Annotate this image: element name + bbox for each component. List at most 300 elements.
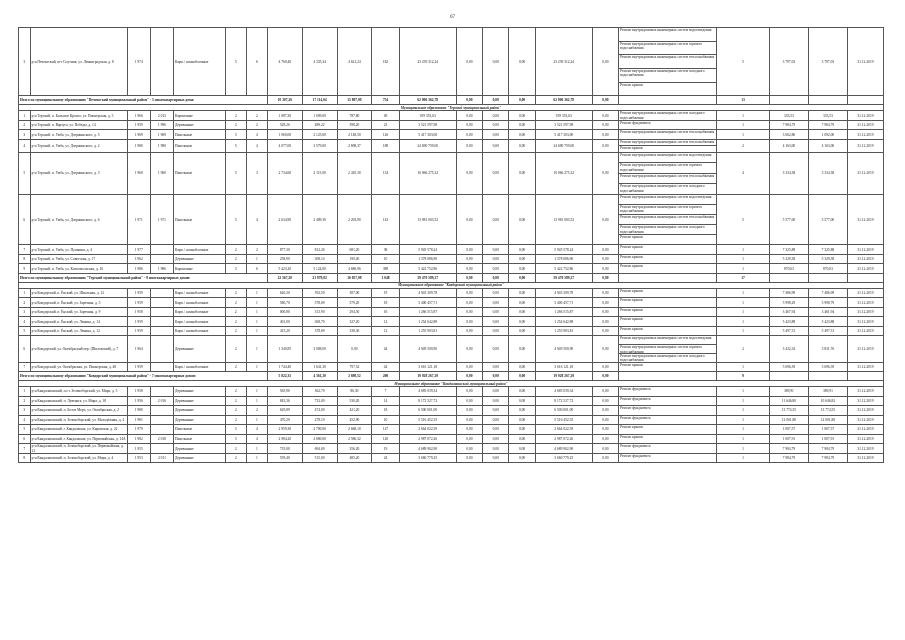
year-overhaul-cell: 2 013 (150, 111, 173, 121)
year-built-cell: 1 959 (127, 362, 150, 372)
premises-area-cell: 592,50 (302, 288, 337, 298)
completion-date-cell: 31.12.2019 (847, 111, 883, 121)
row-number: 8 (19, 453, 31, 463)
floors-cell: 2 (225, 336, 246, 362)
wall-material-cell: Панельные (174, 194, 226, 244)
fund-other-cell: 0,00 (592, 139, 618, 152)
residential-area-cell: 485,20 (337, 453, 372, 463)
wall-material-cell: Панельные (174, 139, 226, 152)
fund-federal-cell: 0,00 (456, 307, 482, 317)
works-cell (619, 194, 717, 244)
wall-material-cell: Деревянные (174, 406, 226, 416)
table-row (19, 245, 884, 255)
row-number: 3 (19, 130, 31, 140)
entrances-cell: 1 (246, 415, 267, 425)
max-unit-cost-cell: 1 092,00 (808, 130, 847, 140)
completion-date-cell: 31.12.2019 (847, 298, 883, 308)
entrances-cell: 1 (246, 362, 267, 372)
unit-cost-cell: 1 007,57 (769, 425, 808, 435)
fund-other-cell: 0,00 (592, 396, 618, 406)
floors-cell: 2 (225, 362, 246, 372)
unit-cost-cell: 3 062,86 (769, 130, 808, 140)
max-unit-cost-cell: 5 696,39 (808, 362, 847, 372)
year-built-cell: 1 986 (127, 264, 150, 274)
row-number: 4 (19, 317, 31, 327)
residential-area-cell: 421,20 (337, 406, 372, 416)
max-unit-cost-cell: 3 334,38 (808, 152, 847, 194)
completion-date-cell: 31.12.2019 (847, 120, 883, 130)
residents-cell: 18 (372, 298, 399, 308)
year-overhaul-cell (150, 415, 173, 425)
fund-federal-cell: 0,00 (456, 152, 482, 194)
max-unit-cost-cell: 10 646,82 (808, 396, 847, 406)
works-cell (619, 362, 717, 372)
completion-date-cell: 31.12.2019 (847, 444, 883, 454)
wall-material-cell: Деревянные (174, 415, 226, 425)
entrances-cell: 1 (246, 307, 267, 317)
works-cell (619, 288, 717, 298)
residents-cell: 16 (372, 307, 399, 317)
entrances-cell: 1 (246, 453, 267, 463)
work-item: Ремонт внутридомовых инженерных систем холодного водоснабжения (620, 111, 705, 120)
floors-cell: 5 (225, 130, 246, 140)
residential-area-cell: 2 668,10 (337, 425, 372, 435)
fund-local-cell: 0,00 (509, 96, 535, 105)
work-item: Ремонт внутридомовых инженерных систем водоотведения (619, 28, 716, 42)
address-cell: р-н Терский, п. Умба, ул. Советская, д. 17 (30, 254, 127, 264)
unit-cost-cell: 333,53 (769, 111, 808, 121)
fund-other-cell: 0,00 (592, 152, 618, 194)
total-area-cell: 2 959,30 (267, 425, 302, 435)
residents-cell: 120 (372, 434, 399, 444)
works-cell (619, 96, 717, 105)
residents-cell: 42 (372, 362, 399, 372)
row-number: 6 (19, 434, 31, 444)
address-cell: р-н Кандалакшский, п. Белое Море, ул. Октябрьская, д. 2 (30, 406, 127, 416)
fund-other-cell: 0,00 (592, 317, 618, 327)
year-overhaul-cell (150, 288, 173, 298)
fund-owners-cell: 4 943 309,78 (535, 288, 592, 298)
fund-local-cell: 0,00 (509, 273, 535, 282)
total-cost-cell: 3 400 457,71 (399, 298, 456, 308)
unit-cost-cell: 1 007,91 (769, 434, 808, 444)
fund-local-cell: 0,00 (509, 425, 535, 435)
residents-cell: 24 (372, 453, 399, 463)
total-cost-cell: 5 422 752,86 (399, 264, 456, 274)
residential-area-cell: 2 586,32 (337, 434, 372, 444)
premises-area-cell: 4 335,34 (302, 28, 337, 96)
works-count-cell: 1 (717, 415, 770, 425)
page-number: 67 (450, 15, 455, 20)
fund-regional-cell: 0,00 (483, 254, 509, 264)
total-area-cell: 629,89 (267, 406, 302, 416)
year-overhaul-cell (150, 406, 173, 416)
works-count-cell: 1 (717, 362, 770, 372)
fund-other-cell: 0,00 (592, 406, 618, 416)
wall-material-cell: Деревянные (174, 444, 226, 454)
works-count-cell: 1 (717, 298, 770, 308)
fund-federal-cell: 0,00 (456, 273, 482, 282)
fund-federal-cell: 0,00 (456, 362, 482, 372)
residential-area-cell: 16 057,08 (337, 273, 372, 282)
floors-cell: 5 (225, 139, 246, 152)
works-count-cell: 1 (717, 254, 770, 264)
fund-regional-cell: 0,00 (483, 362, 509, 372)
address-cell: р-н Терский, п. Умба, ул. Дзержинского, д. 2 (30, 139, 127, 152)
premises-area-cell: 812,26 (302, 245, 337, 255)
residents-cell: 38 (372, 245, 399, 255)
wall-material-cell: Деревянные (174, 387, 226, 397)
works-cell (619, 434, 717, 444)
total-cost-cell: 62 806 362,78 (399, 96, 456, 105)
fund-owners-cell: 3 400 457,71 (535, 298, 592, 308)
fund-local-cell: 0,00 (509, 245, 535, 255)
address-cell: р-н Кандалакшский, п. Зеленоборский, ул. Первомайская, д. 21 (30, 444, 127, 454)
table-row (19, 317, 884, 327)
work-item: Ремонт крыши (620, 425, 643, 430)
total-row (19, 96, 884, 105)
fund-local-cell: 0,00 (509, 336, 535, 362)
address-cell: р-н Терский, п. Умба, ул. Комсомольская, д. 10 (30, 264, 127, 274)
completion-date-cell: 31.12.2019 (847, 406, 883, 416)
completion-date-cell: 31.12.2019 (847, 194, 883, 244)
fund-local-cell: 0,00 (509, 130, 535, 140)
unit-cost-cell: 870,63 (769, 264, 808, 274)
total-cost-cell: 10 066 275,32 (399, 152, 456, 194)
premises-area-cell: 378,69 (302, 326, 337, 336)
fund-owners-cell: 19 928 267,29 (535, 372, 592, 381)
works-count-cell: 1 (717, 434, 770, 444)
row-number: 5 (19, 152, 31, 194)
premises-area-cell: 694,69 (302, 444, 337, 454)
floors-cell: 3 (225, 264, 246, 274)
work-item: Ремонт внутридомовых инженерных систем горячего водоснабжения (619, 42, 716, 56)
premises-area-cell: 2 115,00 (302, 152, 337, 194)
floors-cell: 5 (225, 152, 246, 194)
year-built-cell: 1 964 (127, 336, 150, 362)
works-cell (619, 406, 717, 416)
work-item: Ремонт крыши (620, 146, 643, 151)
residents-cell: 14 (372, 396, 399, 406)
total-cost-cell: 1 266 515,87 (399, 307, 456, 317)
works-count-cell: 1 (717, 288, 770, 298)
max-unit-cost-cell: 5 329,38 (808, 254, 847, 264)
total-area-cell: 528,26 (267, 120, 302, 130)
completion-date-cell: 31.12.2019 (847, 264, 883, 274)
entrances-cell: 1 (246, 444, 267, 454)
total-area-cell: 1 060,00 (267, 130, 302, 140)
floors-cell: 2 (225, 307, 246, 317)
fund-owners-cell: 2 664 022,59 (535, 425, 592, 435)
entrances-cell: 6 (246, 28, 267, 96)
residents-cell: 7 (372, 387, 399, 397)
max-unit-cost-cell (808, 96, 847, 105)
address-cell: р-н Терский, п. Умба, ул. Пушкина, д. 4 (30, 245, 127, 255)
premises-area-cell: 489,22 (302, 120, 337, 130)
fund-regional-cell: 0,00 (483, 298, 509, 308)
fund-regional-cell: 0,00 (483, 317, 509, 327)
work-item: Ремонт внутридомовых инженерных систем холодного водоснабжения (620, 184, 705, 193)
wall-material-cell: Кирп./ шлакоблочные (174, 288, 226, 298)
work-item: Ремонт внутридомовых инженерных систем теплоснабжения (619, 215, 716, 225)
completion-date-cell: 31.12.2019 (847, 307, 883, 317)
unit-cost-cell: 5 696,39 (769, 362, 808, 372)
residents-cell: 12 (372, 326, 399, 336)
completion-date-cell: 31.12.2019 (847, 152, 883, 194)
table-body (19, 28, 884, 463)
residential-area-cell: 0,00 (337, 336, 372, 362)
unit-cost-cell: 12 001,80 (769, 415, 808, 425)
table-row (19, 406, 884, 416)
fund-owners-cell: 5 417 303,00 (535, 130, 592, 140)
work-item: Ремонт крыши (620, 288, 643, 293)
fund-regional-cell: 0,00 (483, 326, 509, 336)
max-unit-cost-cell: 7 325,88 (808, 245, 847, 255)
address-cell: р-н Терский, п. Варзуга, ул. Победы, д. 14 (30, 120, 127, 130)
fund-other-cell: 0,00 (592, 254, 618, 264)
total-area-cell: 565,96 (267, 387, 302, 397)
entrances-cell: 1 (246, 326, 267, 336)
unit-cost-cell: 3 467,94 (769, 307, 808, 317)
row-number: 3 (19, 307, 31, 317)
year-built-cell: 1 981 (127, 415, 150, 425)
total-area-cell: 580,70 (267, 298, 302, 308)
max-unit-cost-cell (808, 372, 847, 381)
residents-cell: 44 (372, 336, 399, 362)
fund-regional-cell: 0,00 (483, 372, 509, 381)
works-count-cell: 13 (717, 96, 770, 105)
year-built-cell: 1 980 (127, 406, 150, 416)
unit-cost-cell: 7 984,79 (769, 453, 808, 463)
total-area-cell: 559,40 (267, 453, 302, 463)
row-number: 1 (19, 288, 31, 298)
table-row (19, 434, 884, 444)
table-row (19, 120, 884, 130)
completion-date-cell: 31.12.2019 (847, 28, 883, 96)
premises-area-cell: 5 124,00 (302, 264, 337, 274)
fund-regional-cell: 0,00 (483, 453, 509, 463)
table-row (19, 387, 884, 397)
total-area-cell: 470,20 (267, 415, 302, 425)
works-cell (619, 298, 717, 308)
premises-area-cell: 3 579,00 (302, 139, 337, 152)
works-cell (619, 444, 717, 454)
wall-material-cell: Кирп./ шлакоблочные (174, 326, 226, 336)
year-built-cell: 1 959 (127, 288, 150, 298)
unit-cost-cell: 3 797,03 (769, 28, 808, 96)
fund-federal-cell: 0,00 (456, 28, 482, 96)
works-count-cell: 17 (717, 273, 770, 282)
fund-other-cell: 0,00 (592, 415, 618, 425)
residential-area-cell: 398,20 (337, 120, 372, 130)
work-item: Ремонт крыши (620, 362, 643, 367)
residential-area-cell: 2 698,52 (337, 372, 372, 381)
floors-cell: 5 (225, 194, 246, 244)
work-item: Ремонт крыши (620, 317, 643, 322)
row-number: 6 (19, 336, 31, 362)
fund-owners-cell: 5 422 752,86 (535, 264, 592, 274)
max-unit-cost-cell: 389,91 (808, 387, 847, 397)
max-unit-cost-cell: 7 984,79 (808, 444, 847, 454)
residential-area-cell: 294,30 (337, 307, 372, 317)
year-overhaul-cell: 1 986 (150, 264, 173, 274)
works-count-cell: 1 (717, 130, 770, 140)
premises-area-cell: 515,00 (302, 453, 337, 463)
fund-owners-cell: 1 266 515,87 (535, 307, 592, 317)
total-area-cell: 1 744,40 (267, 362, 302, 372)
residential-area-cell: 787,80 (337, 111, 372, 121)
residents-cell: 10 (372, 254, 399, 264)
works-count-cell: 2 (717, 139, 770, 152)
residents-cell: 23 (372, 120, 399, 130)
residents-cell: 134 (372, 152, 399, 194)
works-cell (619, 28, 717, 96)
table-row (19, 298, 884, 308)
fund-owners-cell: 4 689 902,90 (535, 444, 592, 454)
total-area-cell: 4 760,40 (267, 28, 302, 96)
total-cost-cell: 4 943 309,78 (399, 288, 456, 298)
completion-date-cell (847, 372, 883, 381)
floors-cell: 5 (225, 425, 246, 435)
row-number: 5 (19, 425, 31, 435)
fund-owners-cell: 1 255 903,81 (535, 326, 592, 336)
wall-material-cell: Панельные (174, 425, 226, 435)
residents-cell: 126 (372, 130, 399, 140)
row-number: 6 (19, 194, 31, 244)
row-number: 7 (19, 245, 31, 255)
fund-local-cell: 0,00 (509, 307, 535, 317)
floors-cell: 2 (225, 406, 246, 416)
year-overhaul-cell (150, 387, 173, 397)
completion-date-cell: 31.12.2019 (847, 139, 883, 152)
fund-owners-cell: 13 981 003,52 (535, 194, 592, 244)
residential-area-cell: 2 203,90 (337, 194, 372, 244)
floors-cell: 5 (225, 28, 246, 96)
wall-material-cell: Кирп./ шлакоблочные (174, 307, 226, 317)
entrances-cell: 6 (246, 264, 267, 274)
residents-cell: 188 (372, 139, 399, 152)
floors-cell: 2 (225, 453, 246, 463)
year-overhaul-cell: 1 996 (150, 120, 173, 130)
table-row (19, 362, 884, 372)
total-area-cell: 2 734,60 (267, 152, 302, 194)
floors-cell: 2 (225, 120, 246, 130)
total-cost-cell: 23 239 312,24 (399, 28, 456, 96)
premises-area-cell: 17 114,04 (302, 96, 337, 105)
works-count-cell: 2 (717, 336, 770, 362)
year-built-cell: 1 980 (127, 139, 150, 152)
work-item: Ремонт внутридомовых инженерных систем теплоснабжения (619, 174, 716, 185)
fund-local-cell: 0,00 (509, 372, 535, 381)
fund-federal-cell: 0,00 (456, 396, 482, 406)
residents-cell: 19 (372, 288, 399, 298)
wall-material-cell: Кирп./ шлакоблочные (174, 362, 226, 372)
entrances-cell: 2 (246, 406, 267, 416)
premises-area-cell: 362,70 (302, 387, 337, 397)
total-cost-cell: 4 685 039,34 (399, 387, 456, 397)
premises-area-cell: 4 361,20 (302, 372, 337, 381)
year-overhaul-cell: 2 018 (150, 434, 173, 444)
year-built-cell: 1 979 (127, 425, 150, 435)
year-built-cell: 1 966 (127, 111, 150, 121)
completion-date-cell: 31.12.2019 (847, 326, 883, 336)
table-row (19, 425, 884, 435)
work-item: Ремонт внутридомовых инженерных систем холодного водоснабжения (619, 225, 716, 235)
unit-cost-cell (769, 372, 808, 381)
works-cell (619, 111, 717, 121)
fund-regional-cell: 0,00 (483, 96, 509, 105)
fund-federal-cell: 0,00 (456, 434, 482, 444)
max-unit-cost-cell: 1 007,91 (808, 434, 847, 444)
fund-regional-cell: 0,00 (483, 139, 509, 152)
work-item: Ремонт внутридомовых инженерных систем горячего водоснабжения (619, 345, 716, 354)
work-item: Ремонт фундамента (620, 120, 651, 125)
address-cell: р-н Терский, п. Умба, ул. Дзержинского, д. 6 (30, 194, 127, 244)
floors-cell: 2 (225, 444, 246, 454)
year-built-cell: 1 960 (127, 152, 150, 194)
fund-other-cell: 0,00 (592, 194, 618, 244)
year-overhaul-cell (150, 254, 173, 264)
table-row (19, 194, 884, 244)
year-overhaul-cell: 1 969 (150, 130, 173, 140)
fund-other-cell: 0,00 (592, 326, 618, 336)
year-built-cell: 1 958 (127, 307, 150, 317)
entrances-cell: 4 (246, 194, 267, 244)
total-cost-cell: 5 417 303,00 (399, 130, 456, 140)
max-unit-cost-cell: 5 423,88 (808, 317, 847, 327)
fund-federal-cell: 0,00 (456, 194, 482, 244)
address-cell: р-н Терский, п. Большое Краспо, ул. Пионерская, д. 3 (30, 111, 127, 121)
completion-date-cell: 31.12.2019 (847, 336, 883, 362)
works-cell (619, 273, 717, 282)
fund-regional-cell: 0,00 (483, 396, 509, 406)
fund-federal-cell: 0,00 (456, 111, 482, 121)
works-cell (619, 387, 717, 397)
premises-area-cell: 2 680,00 (302, 434, 337, 444)
max-unit-cost-cell: 13 774,55 (808, 406, 847, 416)
works-count-cell: 1 (717, 264, 770, 274)
row-number: 4 (19, 415, 31, 425)
total-cost-cell: 19 928 267,29 (399, 372, 456, 381)
fund-other-cell: 0,00 (592, 434, 618, 444)
wall-material-cell: Кирп./ шлакоблочные (174, 298, 226, 308)
address-cell: р-н Печенгский, пгт Спутник, ул. Ленинградская, д. 8 (30, 28, 127, 96)
premises-area-cell: 474,00 (302, 406, 337, 416)
table-row (19, 111, 884, 121)
unit-cost-cell (769, 96, 808, 105)
fund-owners-cell: 24 690 759,00 (535, 139, 592, 152)
fund-federal-cell: 0,00 (456, 444, 482, 454)
work-item: Ремонт крыши (620, 298, 643, 303)
total-cost-cell: 1 255 903,81 (399, 326, 456, 336)
year-overhaul-cell: 1 980 (150, 139, 173, 152)
unit-cost-cell: 3 432,34 (769, 336, 808, 362)
fund-other-cell: 0,00 (592, 372, 618, 381)
unit-cost-cell: 5 577,00 (769, 194, 808, 244)
wall-material-cell: Панельные (174, 434, 226, 444)
fund-federal-cell: 0,00 (456, 264, 482, 274)
year-overhaul-cell (150, 245, 173, 255)
residential-area-cell: 4 621,24 (337, 28, 372, 96)
fund-local-cell: 0,00 (509, 152, 535, 194)
total-row (19, 273, 884, 282)
fund-local-cell: 0,00 (509, 362, 535, 372)
residents-cell: 19 (372, 444, 399, 454)
work-item: Ремонт фундамента (620, 406, 651, 411)
year-overhaul-cell (150, 336, 173, 362)
address-cell: р-н Ковдорский, п. Ёнский, ул. Заречная, д. 5 (30, 298, 127, 308)
fund-other-cell: 0,00 (592, 120, 618, 130)
